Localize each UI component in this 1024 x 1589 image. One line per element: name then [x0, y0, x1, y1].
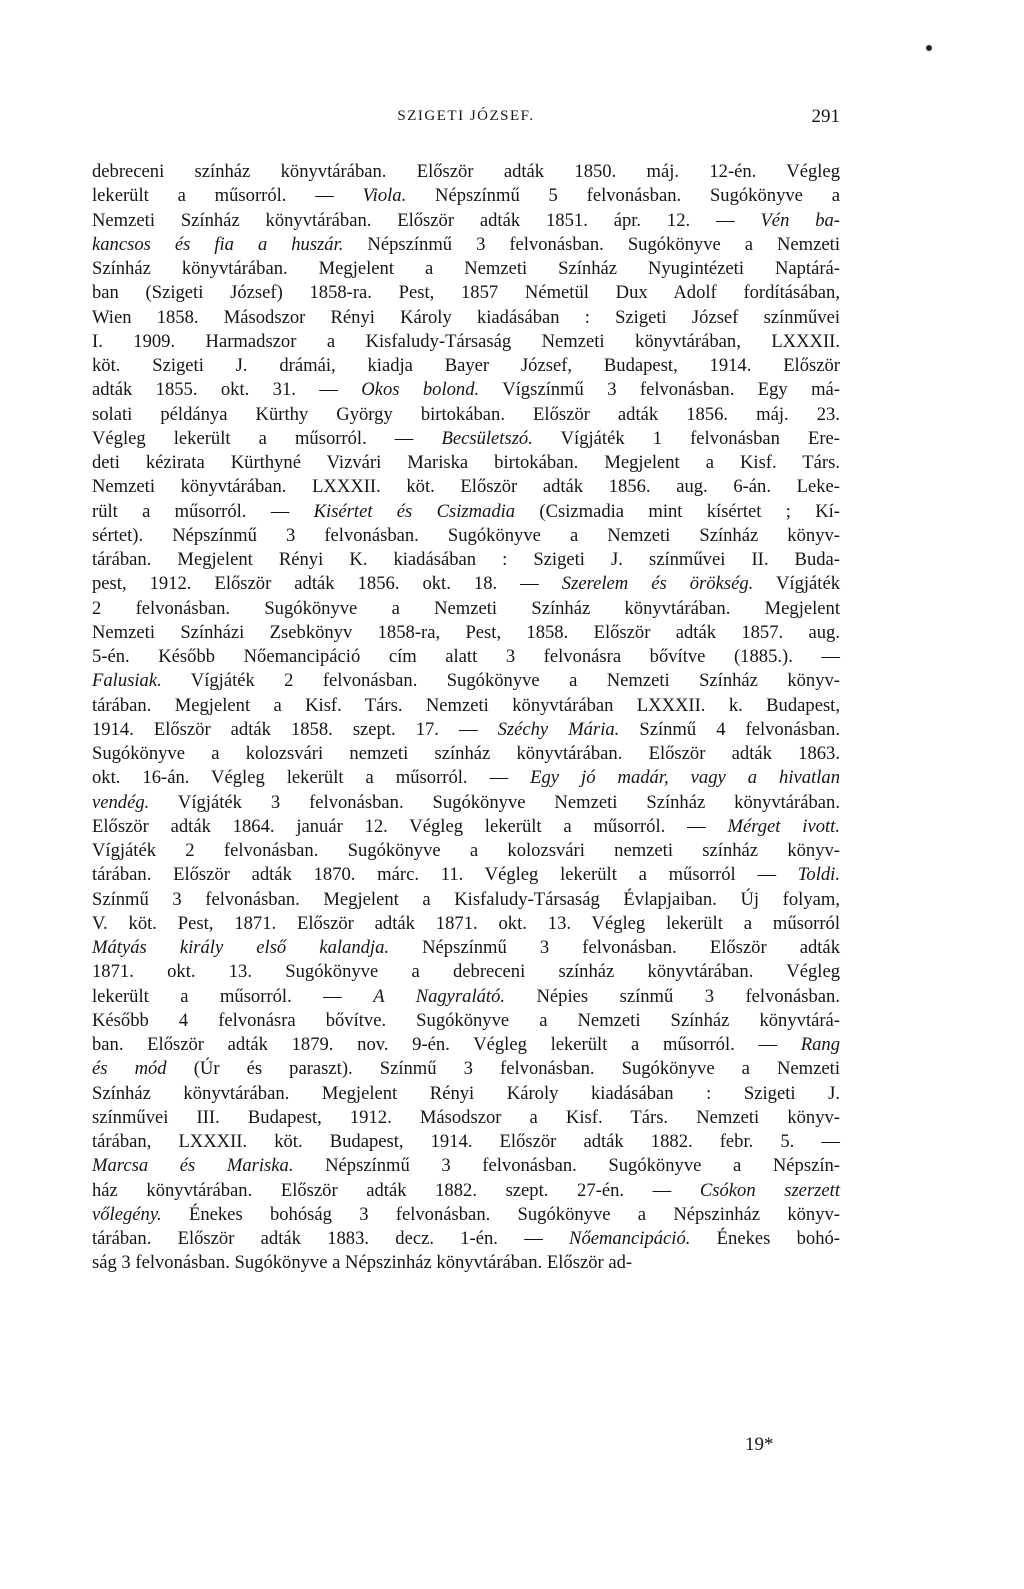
- text-span: Sugókönyve a kolozsvári nemzeti színház könyvtárában. Először adták 1863.: [92, 743, 840, 764]
- italic-title: kancsos és fia a huszár.: [92, 233, 344, 255]
- text-line: [92, 1203, 840, 1227]
- text-span: Színház könyvtárában. Megjelent a Nemzeti Színház Nyugintézeti Naptárá-: [92, 258, 840, 279]
- text-span: Népszínmű 3 felvonásban. Sugókönyve a Nemzeti: [343, 233, 840, 255]
- text-line: [92, 427, 840, 451]
- italic-title: Viola.: [362, 185, 407, 207]
- text-span: Vígszínmű 3 felvonásban. Egy má-: [479, 379, 840, 401]
- text-span: Wien 1858. Másodszor Rényi Károly kiadásában : Szigeti József színművei: [92, 306, 840, 328]
- text-span: Énekes bohóság 3 felvonásban. Sugókönyve a Népszinház könyv-: [161, 1203, 840, 1225]
- text-line: [92, 718, 840, 742]
- text-span: Színmű 3 felvonásban. Megjelent a Kisfaludy-Társaság Évlapjaiban. Új folyam,: [92, 888, 840, 910]
- body-text: [92, 160, 840, 1276]
- text-span: 1871. okt. 13. Sugókönyve a debreceni színház könyvtárában. Végleg: [92, 961, 840, 983]
- italic-title: Egy jó madár, vagy a hivatlan: [530, 767, 840, 789]
- text-span: Vígjáték 3 felvonásban. Sugókönyve Nemzeti Színház könyvtárában.: [149, 791, 840, 813]
- italic-title: Kisértet és Csizmadia: [313, 500, 516, 522]
- italic-title: vendég.: [92, 791, 150, 813]
- text-line: [92, 548, 840, 572]
- text-line: [92, 888, 840, 912]
- text-line: [92, 403, 840, 427]
- text-line: [92, 621, 840, 645]
- text-span: Végleg lekerült a műsorról. —: [92, 427, 442, 449]
- text-line: [92, 1106, 840, 1130]
- text-span: Népszínmű 3 felvonásban. Először adták: [389, 937, 840, 958]
- text-line: [92, 1251, 840, 1275]
- text-span: tárában. Először adták 1870. márc. 11. Végleg lekerült a műsorról —: [92, 864, 798, 886]
- text-span: debreceni színház könyvtárában. Először adták 1850. máj. 12-én. Végleg: [92, 161, 840, 182]
- text-span: 5-én. Később Nőemancipáció cím alatt 3 felvonásra bővítve (1885.). —: [92, 646, 840, 667]
- text-span: tárában, LXXXII. köt. Budapest, 1914. Először adták 1882. febr. 5. —: [92, 1131, 840, 1152]
- text-line: [92, 475, 840, 499]
- text-line: [92, 160, 840, 184]
- italic-title: és mód: [92, 1058, 167, 1080]
- italic-title: Falusiak.: [92, 670, 162, 692]
- text-line: [92, 960, 840, 984]
- text-span: köt. Szigeti J. drámái, kiadja Bayer József, Budapest, 1914. Először: [92, 355, 840, 376]
- text-line: [92, 524, 840, 548]
- italic-title: A Nagyralátó.: [373, 985, 506, 1007]
- text-line: [92, 281, 840, 305]
- text-line: [92, 1082, 840, 1106]
- italic-title: Mérget ivott.: [727, 815, 840, 837]
- text-span: deti kézirata Kürthyné Vizvári Mariska birtokában. Megjelent a Kisf. Társ.: [92, 452, 840, 473]
- text-line: [92, 1009, 840, 1033]
- text-line: [92, 1033, 840, 1057]
- text-line: [92, 233, 840, 257]
- text-line: [92, 912, 840, 936]
- text-span: Énekes bohó-: [690, 1228, 840, 1249]
- text-line: [92, 184, 840, 208]
- text-line: [92, 257, 840, 281]
- text-span: solati példánya Kürthy György birtokában. Először adták 1856. máj. 23.: [92, 403, 840, 425]
- text-span: Először adták 1864. január 12. Végleg lekerült a műsorról. —: [92, 815, 728, 837]
- text-span: tárában. Megjelent a Kisf. Társ. Nemzeti könyvtárában LXXXII. k. Budapest,: [92, 694, 840, 716]
- text-span: lekerült a műsorról. —: [92, 985, 374, 1007]
- text-span: Népies színmű 3 felvonásban.: [505, 985, 840, 1007]
- ink-dot: [926, 45, 932, 51]
- text-span: tárában. Megjelent Rényi K. kiadásában : Szigeti J. színművei II. Buda-: [92, 549, 840, 570]
- text-span: Népszínmű 3 felvonásban. Sugókönyve a Népszín-: [293, 1155, 840, 1177]
- italic-title: Marcsa és Mariska.: [92, 1155, 294, 1177]
- text-span: Vígjáték 2 felvonásban. Sugókönyve a kolozsvári nemzeti színház könyv-: [92, 840, 840, 861]
- text-line: [92, 791, 840, 815]
- italic-title: Széchy Mária.: [497, 718, 620, 740]
- text-line: [92, 815, 840, 839]
- text-line: [92, 694, 840, 718]
- text-line: [92, 500, 840, 524]
- text-span: Vígjáték 2 felvonásban. Sugókönyve a Nemzeti Színház könyv-: [161, 670, 840, 692]
- italic-title: Vén ba-: [760, 209, 840, 231]
- text-line: [92, 669, 840, 693]
- italic-title: Szerelem és örökség.: [561, 573, 754, 595]
- text-line: [92, 378, 840, 402]
- italic-title: Csókon szerzett: [699, 1179, 840, 1201]
- text-span: Színház könyvtárában. Megjelent Rényi Károly kiadásában : Szigeti J.: [92, 1082, 840, 1104]
- text-span: Népszínmű 5 felvonásban. Sugókönyve a: [406, 185, 840, 207]
- text-span: pest, 1912. Először adták 1856. okt. 18. —: [92, 573, 562, 595]
- page-header: [92, 108, 840, 132]
- text-span: (Csizmadia mint kísértet ; Kí-: [515, 500, 840, 522]
- text-line: [92, 451, 840, 475]
- text-line: [92, 306, 840, 330]
- text-line: [92, 572, 840, 596]
- running-title: SZIGETI JÓZSEF.: [397, 108, 535, 124]
- text-span: sértet). Népszínmű 3 felvonásban. Sugókönyve a Nemzeti Színház könyv-: [92, 524, 840, 546]
- italic-title: Toldi.: [797, 864, 840, 886]
- text-span: Nemzeti Színház könyvtárában. Először adták 1851. ápr. 12. —: [92, 209, 761, 231]
- text-line: [92, 645, 840, 669]
- signature-mark: 19*: [745, 1434, 774, 1455]
- text-span: rült a műsorról. —: [92, 500, 314, 522]
- text-line: [92, 742, 840, 766]
- text-span: adták 1855. okt. 31. —: [92, 379, 362, 401]
- italic-title: Mátyás király első kalandja.: [92, 937, 390, 958]
- text-line: [92, 1179, 840, 1203]
- text-line: [92, 839, 840, 863]
- text-span: 2 felvonásban. Sugókönyve a Nemzeti Színház könyvtárában. Megjelent: [92, 597, 840, 619]
- text-line: [92, 863, 840, 887]
- text-line: [92, 1130, 840, 1154]
- text-span: 1914. Először adták 1858. szept. 17. —: [92, 718, 498, 740]
- text-span: I. 1909. Harmadszor a Kisfaludy-Társaság Nemzeti könyvtárában, LXXXII.: [92, 330, 840, 352]
- text-span: ban (Szigeti József) 1858-ra. Pest, 1857 Németül Dux Adolf fordításában,: [92, 282, 840, 304]
- text-line: [92, 597, 840, 621]
- text-span: Vígjáték: [753, 573, 840, 595]
- text-span: színművei III. Budapest, 1912. Másodszor a Kisf. Társ. Nemzeti könyv-: [92, 1106, 840, 1128]
- text-span: V. köt. Pest, 1871. Először adták 1871. okt. 13. Végleg lekerült a műsorról: [92, 912, 840, 934]
- italic-title: Becsületszó.: [441, 427, 533, 449]
- text-line: [92, 209, 840, 233]
- italic-title: Rang: [800, 1034, 840, 1055]
- text-span: Később 4 felvonásra bővítve. Sugókönyve a Nemzeti Színház könyvtárá-: [92, 1009, 840, 1031]
- text-span: okt. 16-án. Végleg lekerült a műsorról. —: [92, 767, 531, 789]
- text-line: [92, 985, 840, 1009]
- text-span: Nemzeti Színházi Zsebkönyv 1858-ra, Pest, 1858. Először adták 1857. aug.: [92, 621, 840, 643]
- text-span: tárában. Először adták 1883. decz. 1-én. —: [92, 1228, 570, 1249]
- italic-title: Okos bolond.: [361, 379, 480, 401]
- text-line: [92, 1227, 840, 1251]
- text-line: [92, 354, 840, 378]
- text-span: Vígjáték 1 felvonásban Ere-: [532, 427, 840, 449]
- text-line: [92, 936, 840, 960]
- text-span: ság 3 felvonásban. Sugókönyve a Népszinház könyvtárában. Először ad-: [92, 1252, 633, 1274]
- italic-title: vőlegény.: [92, 1203, 162, 1225]
- text-span: Nemzeti könyvtárában. LXXXII. köt. Először adták 1856. aug. 6-án. Leke-: [92, 476, 840, 498]
- text-span: ban. Először adták 1879. nov. 9-én. Végleg lekerült a műsorról. —: [92, 1034, 801, 1055]
- text-span: (Úr és paraszt). Színmű 3 felvonásban. Sugókönyve a Nemzeti: [166, 1058, 840, 1080]
- page-number: 291: [811, 106, 840, 127]
- text-line: [92, 766, 840, 790]
- text-span: ház könyvtárában. Először adták 1882. szept. 27-én. —: [92, 1179, 700, 1201]
- text-line: [92, 1154, 840, 1178]
- text-span: lekerült a műsorról. —: [92, 185, 363, 207]
- italic-title: Nőemancipáció.: [569, 1228, 691, 1249]
- text-line: [92, 330, 840, 354]
- text-line: [92, 1057, 840, 1081]
- text-span: Színmű 4 felvonásban.: [619, 718, 840, 740]
